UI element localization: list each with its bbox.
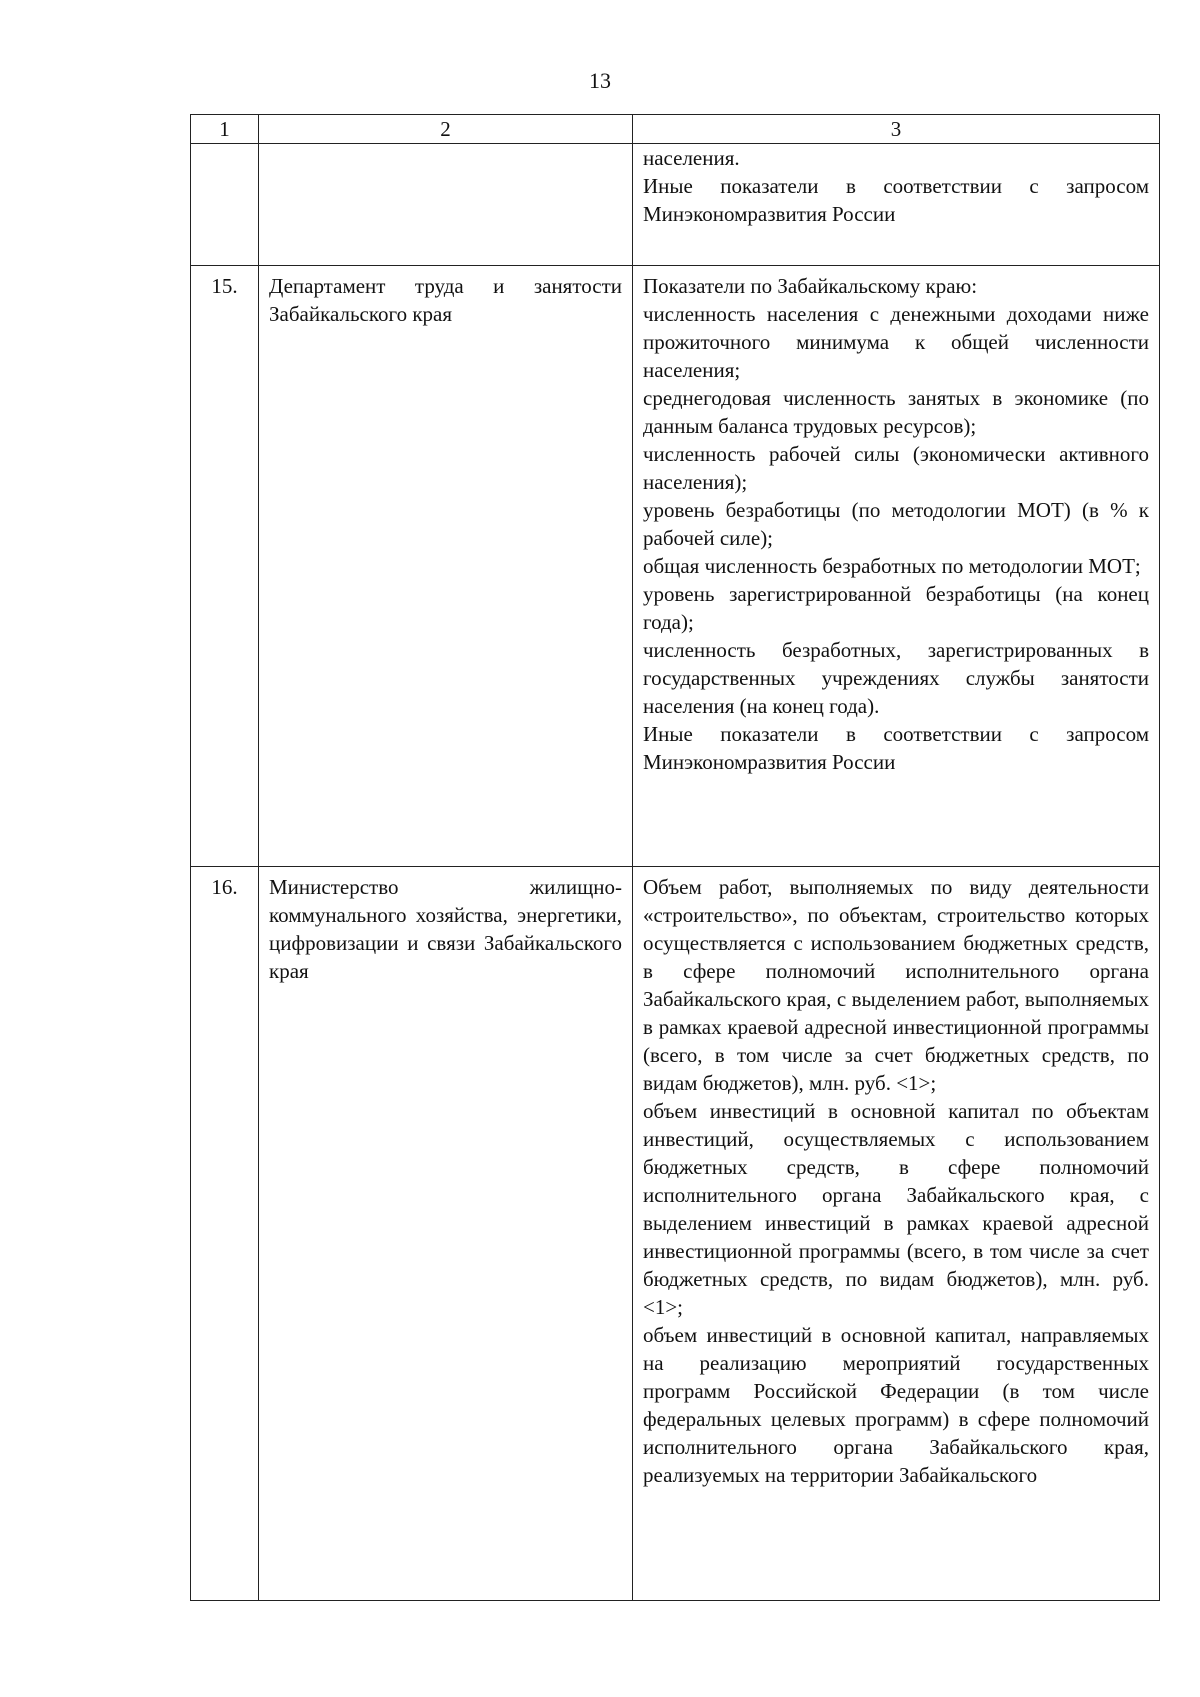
indicators-cell bbox=[633, 144, 1160, 266]
indicator-item: Иные показатели в соответствии с запросом Минэкономразвития России bbox=[643, 174, 1149, 226]
organization-name: Департамент труда и занятости Забайкальского края bbox=[259, 266, 633, 867]
header-cell-1: 1 bbox=[191, 115, 259, 144]
indicators-cell bbox=[633, 867, 1160, 1601]
header-cell-3: 3 bbox=[633, 115, 1160, 144]
indicator-item: численность населения с денежными доходами ниже прожиточного минимума к общей численности населения; bbox=[643, 302, 1149, 382]
indicator-item: Объем работ, выполняемых по виду деятельности «строительство», по объектам, строительство которых осуществляется с использованием бюджетных средств, в сфере полномочий исполнительного органа Забайкальского края, с выделением работ, выполняемых в рамках краевой адресной инвестиционной программы (всего, в том числе за счет бюджетных средств, по видам бюджетов), млн. руб. <1>; bbox=[643, 875, 1149, 1095]
table-row bbox=[191, 867, 1160, 1601]
header-cell-2: 2 bbox=[259, 115, 633, 144]
indicator-item: численность безработных, зарегистрированных в государственных учреждениях службы занятости населения (на конец года). bbox=[643, 638, 1149, 718]
organization-name: Министерство жилищно-коммунального хозяйства, энергетики, цифровизации и связи Забайкальского края bbox=[259, 867, 633, 1601]
table-header-row bbox=[191, 115, 1160, 144]
row-number: 15. bbox=[191, 266, 259, 867]
indicator-item: Показатели по Забайкальскому краю: bbox=[643, 274, 978, 298]
indicators-table bbox=[190, 114, 1160, 1601]
organization-name bbox=[259, 144, 633, 266]
indicator-item: Иные показатели в соответствии с запросом Минэкономразвития России bbox=[643, 722, 1149, 774]
indicators-cell bbox=[633, 266, 1160, 867]
indicator-item: среднегодовая численность занятых в экономике (по данным баланса трудовых ресурсов); bbox=[643, 386, 1149, 438]
table-row bbox=[191, 266, 1160, 867]
indicator-item: численность рабочей силы (экономически активного населения); bbox=[643, 442, 1149, 494]
table-row bbox=[191, 144, 1160, 266]
indicator-item: уровень зарегистрированной безработицы (на конец года); bbox=[643, 582, 1149, 634]
indicator-item: общая численность безработных по методологии МОТ; bbox=[643, 554, 1141, 578]
row-number: 16. bbox=[191, 867, 259, 1601]
indicator-item: объем инвестиций в основной капитал, направляемых на реализацию мероприятий государственных программ Российской Федерации (в том числе федеральных целевых программ) в сфере полномочий исполнительного органа Забайкальского края, реализуемых на территории Забайкальского bbox=[643, 1323, 1149, 1487]
indicator-item: объем инвестиций в основной капитал по объектам инвестиций, осуществляемых с использованием бюджетных средств, в сфере полномочий исполнительного органа Забайкальского края, с выделением инвестиций в рамках краевой адресной инвестиционной программы (всего, в том числе за счет бюджетных средств, по видам бюджетов), млн. руб. <1>; bbox=[643, 1099, 1149, 1319]
indicator-item: населения. bbox=[643, 146, 740, 170]
page-number: 13 bbox=[589, 68, 611, 93]
row-number bbox=[191, 144, 259, 266]
indicator-item: уровень безработицы (по методологии МОТ) (в % к рабочей силе); bbox=[643, 498, 1149, 550]
